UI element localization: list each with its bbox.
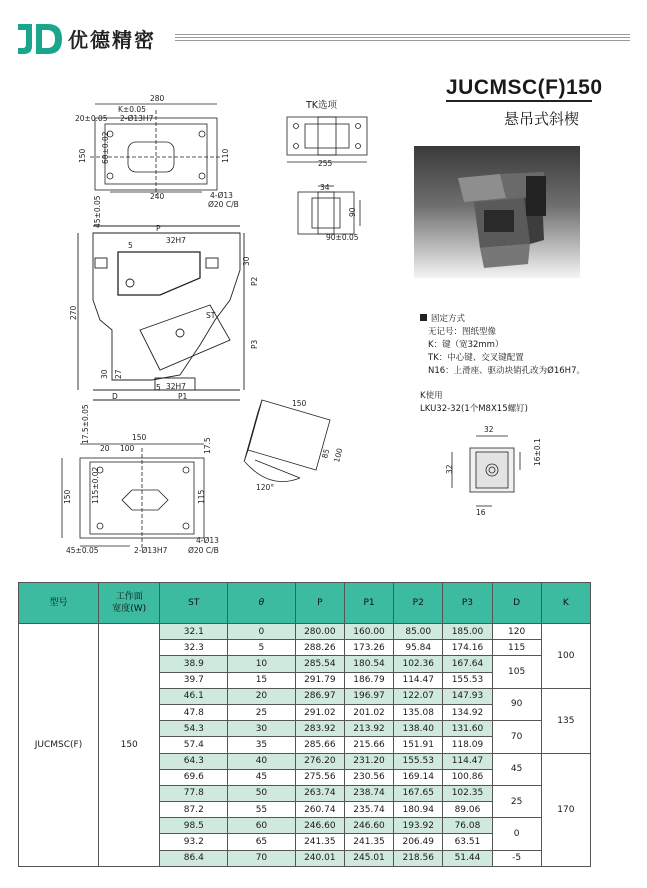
table-cell: 25 [228,704,296,720]
col-theta: θ [228,583,296,624]
table-cell: 240.01 [295,850,344,866]
table-cell: 169.14 [394,769,443,785]
table-cell: 46.1 [160,688,228,704]
iso-angle: 120° [256,483,275,492]
note-line-1: K：键（宽32mm） [428,340,504,350]
dim-60: 60±0.02 [101,131,110,164]
table-cell: 77.8 [160,785,228,801]
key-16b: 16 [476,508,486,517]
table-cell: 238.74 [344,785,393,801]
side-270: 270 [69,305,78,320]
bot-h150: 150 [63,489,72,504]
tk-34: 34 [320,183,330,192]
table-cell: 70 [228,850,296,866]
table-cell: 215.66 [344,737,393,753]
table-cell: 155.53 [394,753,443,769]
k-usage [420,390,528,416]
table-cell: 285.66 [295,737,344,753]
table-cell: 51.44 [443,850,492,866]
table-cell: 280.00 [295,624,344,640]
col-st: ST [160,583,228,624]
side-d: D [112,392,118,401]
side-p2: P2 [250,276,259,286]
table-cell: 260.74 [295,802,344,818]
mounting-notes [420,313,585,378]
cell-d: 70 [492,721,541,753]
table-cell: 283.92 [295,721,344,737]
table-cell: 47.8 [160,704,228,720]
bot-100: 100 [120,444,135,453]
iso-view [244,400,330,482]
side-5b: 5 [156,383,161,392]
cell-d: 115 [492,640,541,656]
table-cell: 64.3 [160,753,228,769]
table-cell: 114.47 [443,753,492,769]
table-cell: 196.97 [344,688,393,704]
side-32h7b: 32H7 [166,382,186,391]
bot-45: 45±0.05 [66,546,99,555]
dim-240: 240 [150,192,165,201]
bot-holes: 4-Ø13 [196,536,219,545]
table-cell: 87.2 [160,802,228,818]
table-cell: 151.91 [394,737,443,753]
table-cell: 20 [228,688,296,704]
bot-150: 150 [132,433,147,442]
table-cell: 246.60 [344,818,393,834]
table-cell: 69.6 [160,769,228,785]
k-usage-title: K使用 [420,391,443,401]
table-cell: 241.35 [344,834,393,850]
table-cell: 30 [228,721,296,737]
key-32: 32 [484,425,494,434]
notes-title: 固定方式 [431,314,466,324]
table-cell: 65 [228,834,296,850]
table-cell: 155.53 [443,672,492,688]
table-cell: 131.60 [443,721,492,737]
table-cell: 230.56 [344,769,393,785]
table-cell: 275.56 [295,769,344,785]
table-cell: 218.56 [394,850,443,866]
dim-holes2: 4-Ø13 [210,191,233,200]
table-cell: 100.86 [443,769,492,785]
side-st: ST [206,311,216,320]
bot-cb: Ø20 C/B [188,546,219,555]
table-cell: 5 [228,640,296,656]
table-cell: 95.84 [394,640,443,656]
table-cell: 0 [228,624,296,640]
table-cell: 122.07 [394,688,443,704]
brand-name: 优德精密 [68,28,156,52]
product-model: JUCMSC(F)150 [446,76,603,99]
col-d: D [492,583,541,624]
table-cell: 167.65 [394,785,443,801]
side-30b: 30 [100,369,109,379]
table-cell: 201.02 [344,704,393,720]
table-cell: 55 [228,802,296,818]
table-cell: 186.79 [344,672,393,688]
table-cell: 291.79 [295,672,344,688]
iso-85: 85 [320,447,332,460]
col-p3: P3 [443,583,492,624]
dim-20: 20±0.05 [75,114,108,123]
table-cell: 245.01 [344,850,393,866]
bottom-view [62,444,204,548]
table-cell: 45 [228,769,296,785]
tk-255: 255 [318,159,333,168]
cell-k: 170 [541,753,590,866]
cell-d: 90 [492,688,541,720]
table-cell: 206.49 [394,834,443,850]
dim-280: 280 [150,94,165,103]
cell-d: 0 [492,818,541,850]
key-h32: 32 [445,464,454,474]
table-cell: 213.92 [344,721,393,737]
table-cell: 235.74 [344,802,393,818]
table-cell: 185.00 [443,624,492,640]
table-cell: 114.47 [394,672,443,688]
table-cell: 102.35 [443,785,492,801]
bot-20: 20 [100,444,110,453]
table-cell: 60 [228,818,296,834]
tk-90b: 90±0.05 [326,233,359,242]
table-cell: 15 [228,672,296,688]
cell-k: 135 [541,688,590,753]
table-cell: 276.20 [295,753,344,769]
spec-table [18,582,591,867]
iso-100: 100 [332,447,345,464]
side-p1: P1 [178,392,188,401]
product-subtitle: 悬吊式斜楔 [504,110,580,128]
side-27: 27 [114,369,123,379]
k-usage-line: LKU32-32(1个M8X15螺钉) [420,404,528,414]
side-5: 5 [128,241,133,250]
bot-17b: 17.5 [203,437,212,454]
note-line-2: TK：中心键、交叉键配置 [428,353,524,363]
bot-115b: 115 [197,489,206,504]
table-cell: 93.2 [160,834,228,850]
side-30: 30 [242,256,251,266]
cell-d: 25 [492,785,541,817]
table-header [19,583,591,624]
table-cell: 263.74 [295,785,344,801]
table-cell: 173.26 [344,640,393,656]
iso-150: 150 [292,399,307,408]
table-cell: 160.00 [344,624,393,640]
table-row [19,624,591,640]
table-cell: 147.93 [443,688,492,704]
col-model: 型号 [19,583,99,624]
bot-17: 17.5±0.05 [81,404,90,444]
table-cell: 38.9 [160,656,228,672]
table-cell: 63.51 [443,834,492,850]
cell-k: 100 [541,624,590,689]
table-cell: 32.3 [160,640,228,656]
cell-d: 105 [492,656,541,688]
dim-hole: 2-Ø13H7 [120,114,154,123]
table-cell: 118.09 [443,737,492,753]
col-p: P [295,583,344,624]
dim-cb: Ø20 C/B [208,200,239,209]
table-cell: 288.26 [295,640,344,656]
dim-150: 150 [78,148,87,163]
table-cell: 174.16 [443,640,492,656]
table-cell: 193.92 [394,818,443,834]
key-view [452,436,520,506]
table-cell: 89.06 [443,802,492,818]
table-cell: 180.94 [394,802,443,818]
side-32h7: 32H7 [166,236,186,245]
table-cell: 134.92 [443,704,492,720]
table-cell: 76.08 [443,818,492,834]
table-cell: 32.1 [160,624,228,640]
bot-115: 115±0.02 [91,466,100,504]
table-cell: 39.7 [160,672,228,688]
table-cell: 246.60 [295,818,344,834]
side-p3: P3 [250,339,259,349]
table-cell: 286.97 [295,688,344,704]
note-line-3: N16：上滑座、驱动块销孔改为Ø16H7。 [428,366,585,376]
col-k: K [541,583,590,624]
table-cell: 241.35 [295,834,344,850]
col-p2: P2 [394,583,443,624]
table-cell: 86.4 [160,850,228,866]
bot-hole2: 2-Ø13H7 [134,546,168,555]
cell-d: 120 [492,624,541,640]
table-cell: 285.54 [295,656,344,672]
table-cell: 102.36 [394,656,443,672]
cell-d: 45 [492,753,541,785]
table-cell: 54.3 [160,721,228,737]
table-cell: 180.54 [344,656,393,672]
col-p1: P1 [344,583,393,624]
table-cell: 291.02 [295,704,344,720]
dim-110: 110 [221,148,230,163]
dim-45: 45±0.05 [93,195,102,228]
table-cell: 231.20 [344,753,393,769]
table-cell: 10 [228,656,296,672]
table-cell: 40 [228,753,296,769]
tk-title: TK选项 [306,100,338,111]
table-cell: 135.08 [394,704,443,720]
side-p: P [156,224,161,233]
cell-d: -5 [492,850,541,866]
table-cell: 35 [228,737,296,753]
tk-90: 90 [348,207,357,217]
table-body [19,624,591,867]
table-cell: 98.5 [160,818,228,834]
table-cell: 57.4 [160,737,228,753]
table-cell: 50 [228,785,296,801]
bullet-icon [420,314,427,321]
table-cell: 85.00 [394,624,443,640]
dim-k: K±0.05 [118,105,146,114]
col-width: 工作面 宽度(W) [98,583,160,624]
key-16: 16±0.1 [533,438,542,466]
cell-model: JUCMSC(F) [19,624,99,867]
table-cell: 138.40 [394,721,443,737]
cell-width: 150 [98,624,160,867]
table-cell: 167.64 [443,656,492,672]
note-line-0: 无记号：图纸型像 [428,327,497,337]
